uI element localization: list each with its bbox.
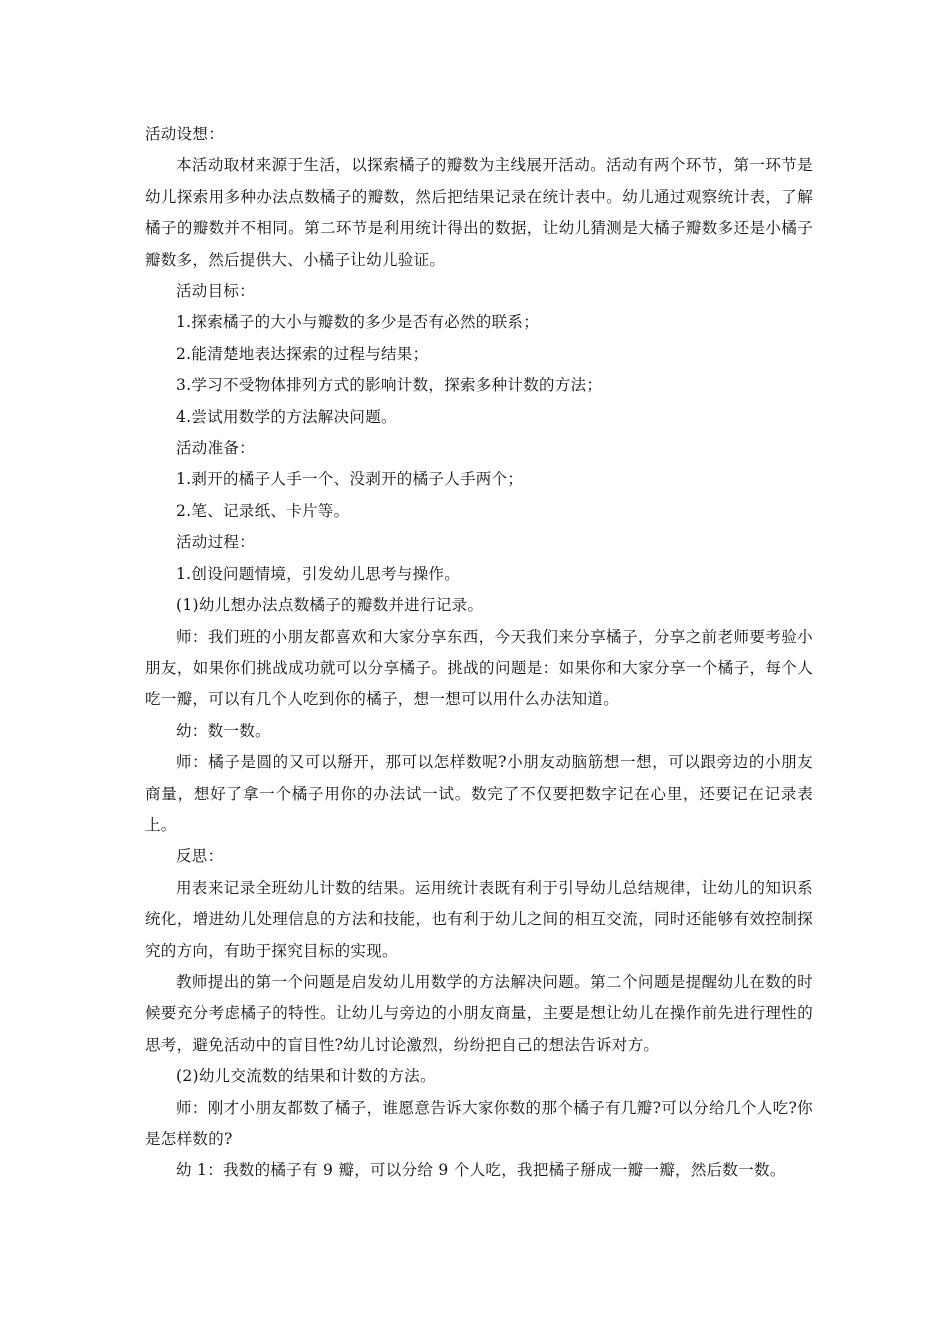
heading-reflection: 反思： <box>176 847 224 866</box>
process-substep-1: (1)幼儿想办法点数橘子的瓣数并进行记录。 <box>176 596 484 615</box>
child-dialogue-1: 幼：数一数。 <box>176 721 271 740</box>
preparation-item-1: 1.剥开的橘子人手一个、没剥开的橘子人手两个； <box>176 470 524 489</box>
process-step-1: 1.创设问题情境，引发幼儿思考与操作。 <box>176 564 460 583</box>
heading-activity-process: 活动过程： <box>176 533 256 552</box>
heading-activity-goals: 活动目标： <box>176 282 256 301</box>
paragraph-activity-idea: 本活动取材来源于生活，以探索橘子的瓣数为主线展开活动。活动有两个环节，第一环节是幼儿探索用多种办法点数橘子的瓣数，然后把结果记录在统计表中。幼儿通过观察统计表，了解橘子的瓣数并不相同。第二环节是利用统计得出的数据，让幼儿猜测是大橘子瓣数多还是小橘子瓣数多，然后提供大、小橘子让幼儿验证。 <box>145 156 813 269</box>
child-dialogue-2: 幼 1：我数的橘子有 9 瓣，可以分给 9 个人吃，我把橘子掰成一瓣一瓣，然后数一数。 <box>176 1161 786 1180</box>
teacher-dialogue-2: 师：橘子是圆的又可以掰开，那可以怎样数呢?小朋友动脑筋想一想，可以跟旁边的小朋友商量，想好了拿一个橘子用你的办法试一试。数完了不仅要把数字记在心里，还要记在记录表上。 <box>145 753 813 834</box>
goal-item-1: 1.探索橘子的大小与瓣数的多少是否有必然的联系； <box>176 313 539 332</box>
teacher-dialogue-1: 师：我们班的小朋友都喜欢和大家分享东西，今天我们来分享橘子，分享之前老师要考验小朋友，如果你们挑战成功就可以分享橘子。挑战的问题是：如果你和大家分享一个橘子，每个人吃一瓣，可以有几个人吃到你的橘子，想一想可以用什么办法知道。 <box>145 627 813 709</box>
reflection-paragraph-1: 用表来记录全班幼儿计数的结果。运用统计表既有利于引导幼儿总结规律，让幼儿的知识系统化，增进幼儿处理信息的方法和技能，也有利于幼儿之间的相互交流，同时还能够有效控制探究的方向，有助于探究目标的实现。 <box>145 878 813 960</box>
goal-item-4: 4.尝试用数学的方法解决问题。 <box>176 407 397 426</box>
heading-activity-preparation: 活动准备： <box>176 439 256 458</box>
reflection-paragraph-2: 教师提出的第一个问题是启发幼儿用数学的方法解决问题。第二个问题是提醒幼儿在数的时候要充分考虑橘子的特性。让幼儿与旁边的小朋友商量，主要是想让幼儿在操作前先进行理性的思考，避免活动中的盲目性?幼儿讨论激烈，纷纷把自己的想法告诉对方。 <box>145 972 813 1054</box>
teacher-dialogue-3: 师：刚才小朋友都数了橘子，谁愿意告诉大家你数的那个橘子有几瓣?可以分给几个人吃?你是怎样数的? <box>145 1098 813 1148</box>
goal-item-2: 2.能清楚地表达探索的过程与结果； <box>176 344 429 363</box>
document-body <box>145 119 813 1187</box>
process-substep-2: (2)幼儿交流数的结果和计数的方法。 <box>176 1067 436 1086</box>
heading-activity-idea: 活动设想： <box>145 125 225 143</box>
preparation-item-2: 2.笔、记录纸、卡片等。 <box>176 501 350 520</box>
goal-item-3: 3.学习不受物体排列方式的影响计数，探索多种计数的方法； <box>176 376 603 395</box>
